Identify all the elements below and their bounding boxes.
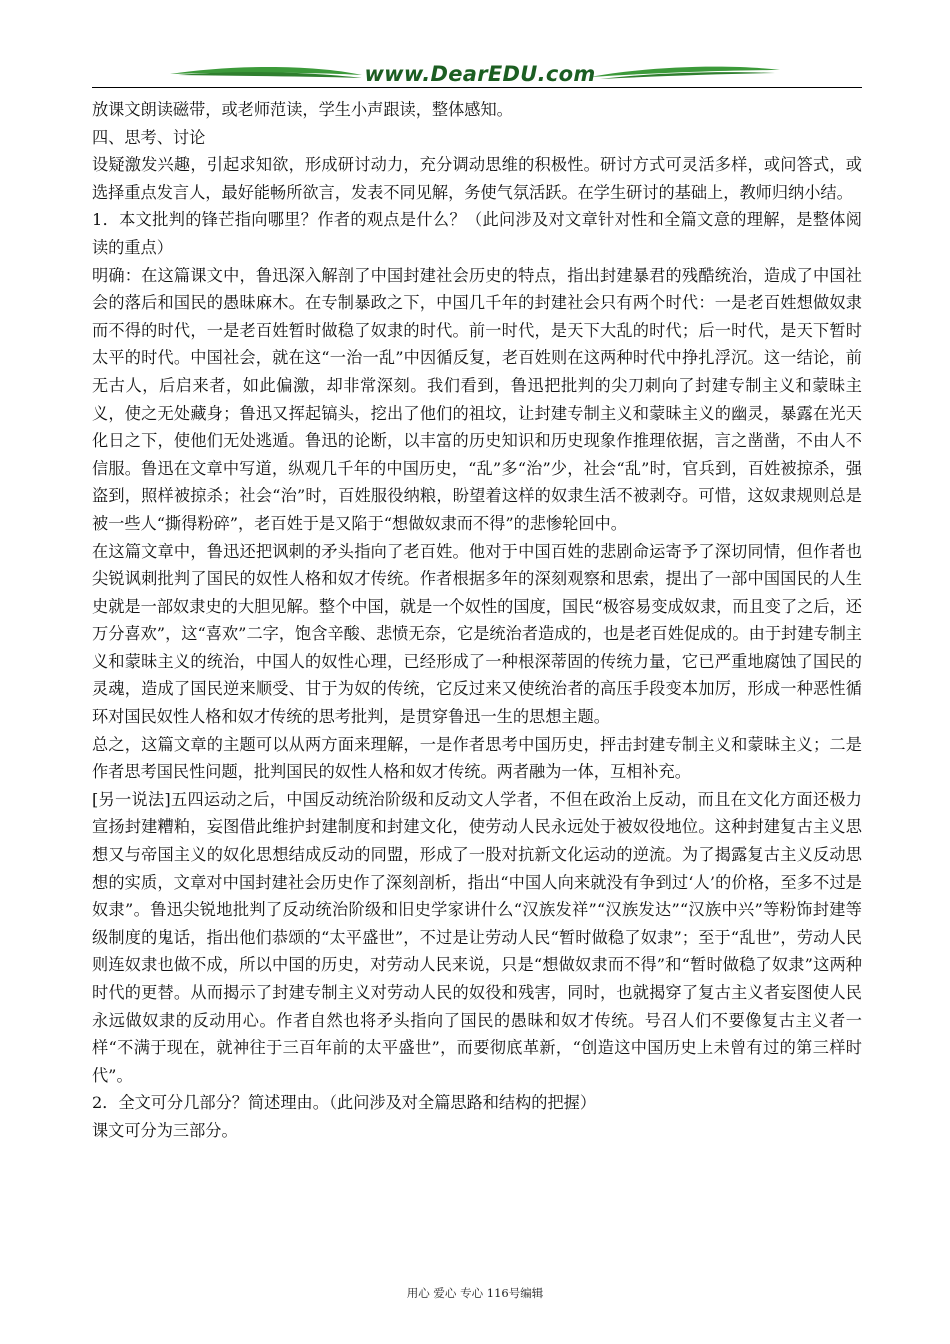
paragraph: [另一说法]五四运动之后，中国反动统治阶级和反动文人学者，不但在政治上反动，而且在文化方面还极力宣扬封建糟粕，妄图借此维护封建制度和封建文化，使劳动人民永远处于被奴役地位。这种封建复古主义思想又与帝国主义的奴化思想结成反动的同盟，形成了一股对抗新文化运动的逆流。为了揭露复古主义反动思想的实质，文章对中国封建社会历史作了深刻剖析，指出“中国人向来就没有争到过‘人’的价格，至多不过是奴隶”。鲁迅尖锐地批判了反动统治阶级和旧史学家讲什么“汉族发祥”“汉族发达”“汉族中兴”等粉饰封建等级制度的鬼话，指出他们恭颂的“太平盛世”，不过是让劳动人民“暂时做稳了奴隶”；至于“乱世”，劳动人民则连奴隶也做不成，所以中国的历史，对劳动人民来说，只是“想做奴隶而不得”和“暂时做稳了奴隶”这两种时代的更替。从而揭示了封建专制主义对劳动人民的奴役和残害，同时，也就揭穿了复古主义者妄图使人民永远做奴隶的反动用心。作者自然也将矛头指向了国民的愚昧和奴才传统。号召人们不要像复古主义者一样“不满于现在，就神往于三百年前的太平盛世”，而要彻底革新，“创造这中国历史上未曾有过的第三样时代”。 [92,789,862,1085]
paragraph: 总之，这篇文章的主题可以从两方面来理解，一是作者思考中国历史，抨击封建专制主义和蒙昧主义；二是作者思考国民性问题，批判国民的奴性人格和奴才传统。两者融为一体，互相补充。 [92,734,862,782]
paragraph: 放课文朗读磁带，或老师范读，学生小声跟读，整体感知。 [92,100,513,119]
question-2: 2．全文可分几部分？简述理由。（此问涉及对全篇思路和结构的把握） [92,1093,597,1113]
paragraph: 在这篇文章中，鲁迅还把讽刺的矛头指向了老百姓。他对于中国百姓的悲剧命运寄予了深切同情，但作者也尖锐讽刺批判了国民的奴性人格和奴才传统。作者根据多年的深刻观察和思索，提出了一部中国国民的人生史就是一部奴隶史的大胆见解。整个中国，就是一个奴性的国度，国民“极容易变成奴隶，而且变了之后，还万分喜欢”，这“喜欢”二字，饱含辛酸、悲愤无奈，它是统治者造成的，也是老百姓促成的。由于封建专制主义和蒙昧主义的统治，中国人的奴性心理，已经形成了一种根深蒂固的传统力量，它已严重地腐蚀了国民的灵魂，造成了国民逆来顺受、甘于为奴的传统，它反过来又使统治者的高压手段变本加厉，形成一种恶性循环对国民奴性人格和奴才传统的思考批判，是贯穿鲁迅一生的思想主题。 [92,541,862,727]
paragraph: 明确：在这篇课文中，鲁迅深入解剖了中国封建社会历史的特点，指出封建暴君的残酷统治，造成了中国社会的落后和国民的愚昧麻木。在专制暴政之下，中国几千年的封建社会只有两个时代：一是老百姓想做奴隶而不得的时代，一是老百姓暂时做稳了奴隶的时代。前一时代，是天下大乱的时代；后一时代，是天下暂时太平的时代。中国社会，就在这“一治一乱”中因循反复，老百姓则在这两种时代中挣扎浮沉。这一结论，前无古人，后启来者，如此偏激，却非常深刻。我们看到，鲁迅把批判的尖刀刺向了封建专制主义和蒙昧主义，使之无处藏身；鲁迅又挥起镐头，挖出了他们的祖坟，让封建专制主义和蒙昧主义的幽灵，暴露在光天化日之下，使他们无处逃遁。鲁迅的论断，以丰富的历史知识和历史现象作推理依据，言之凿凿，不由人不信服。鲁迅在文章中写道，纵观几千年的中国历史，“乱”多“治”少，社会“乱”时，官兵到，百姓被掠杀，强盗到，照样被掠杀；社会“治”时，百姓服役纳粮，盼望着这样的奴隶生活不被剥夺。可惜，这奴隶规则总是被一些人“撕得粉碎”，老百姓于是又陷于“想做奴隶而不得”的悲惨轮回中。 [92,265,862,533]
site-logo-text[interactable]: www.DearEDU.com [364,62,596,86]
paragraph: 课文可分为三部分。 [92,1120,238,1140]
question-1: 1．本文批判的锋芒指向哪里？作者的观点是什么？（此问涉及对文章针对性和全篇文意的理解，是整体阅读的重点） [92,210,862,257]
paragraph: 设疑激发兴趣，引起求知欲，形成研讨动力，充分调动思维的积极性。研讨方式可灵活多样，或问答式，或选择重点发言人，最好能畅所欲言，发表不同见解，务使气氛活跃。在学生研讨的基础上，教师归纳小结。 [92,155,862,202]
article-body [92,96,862,1145]
section-heading: 四、思考、讨论 [92,127,206,147]
header-rule [92,87,862,88]
page-footer: 用心 爱心 专心 116号编辑 [406,1286,544,1300]
